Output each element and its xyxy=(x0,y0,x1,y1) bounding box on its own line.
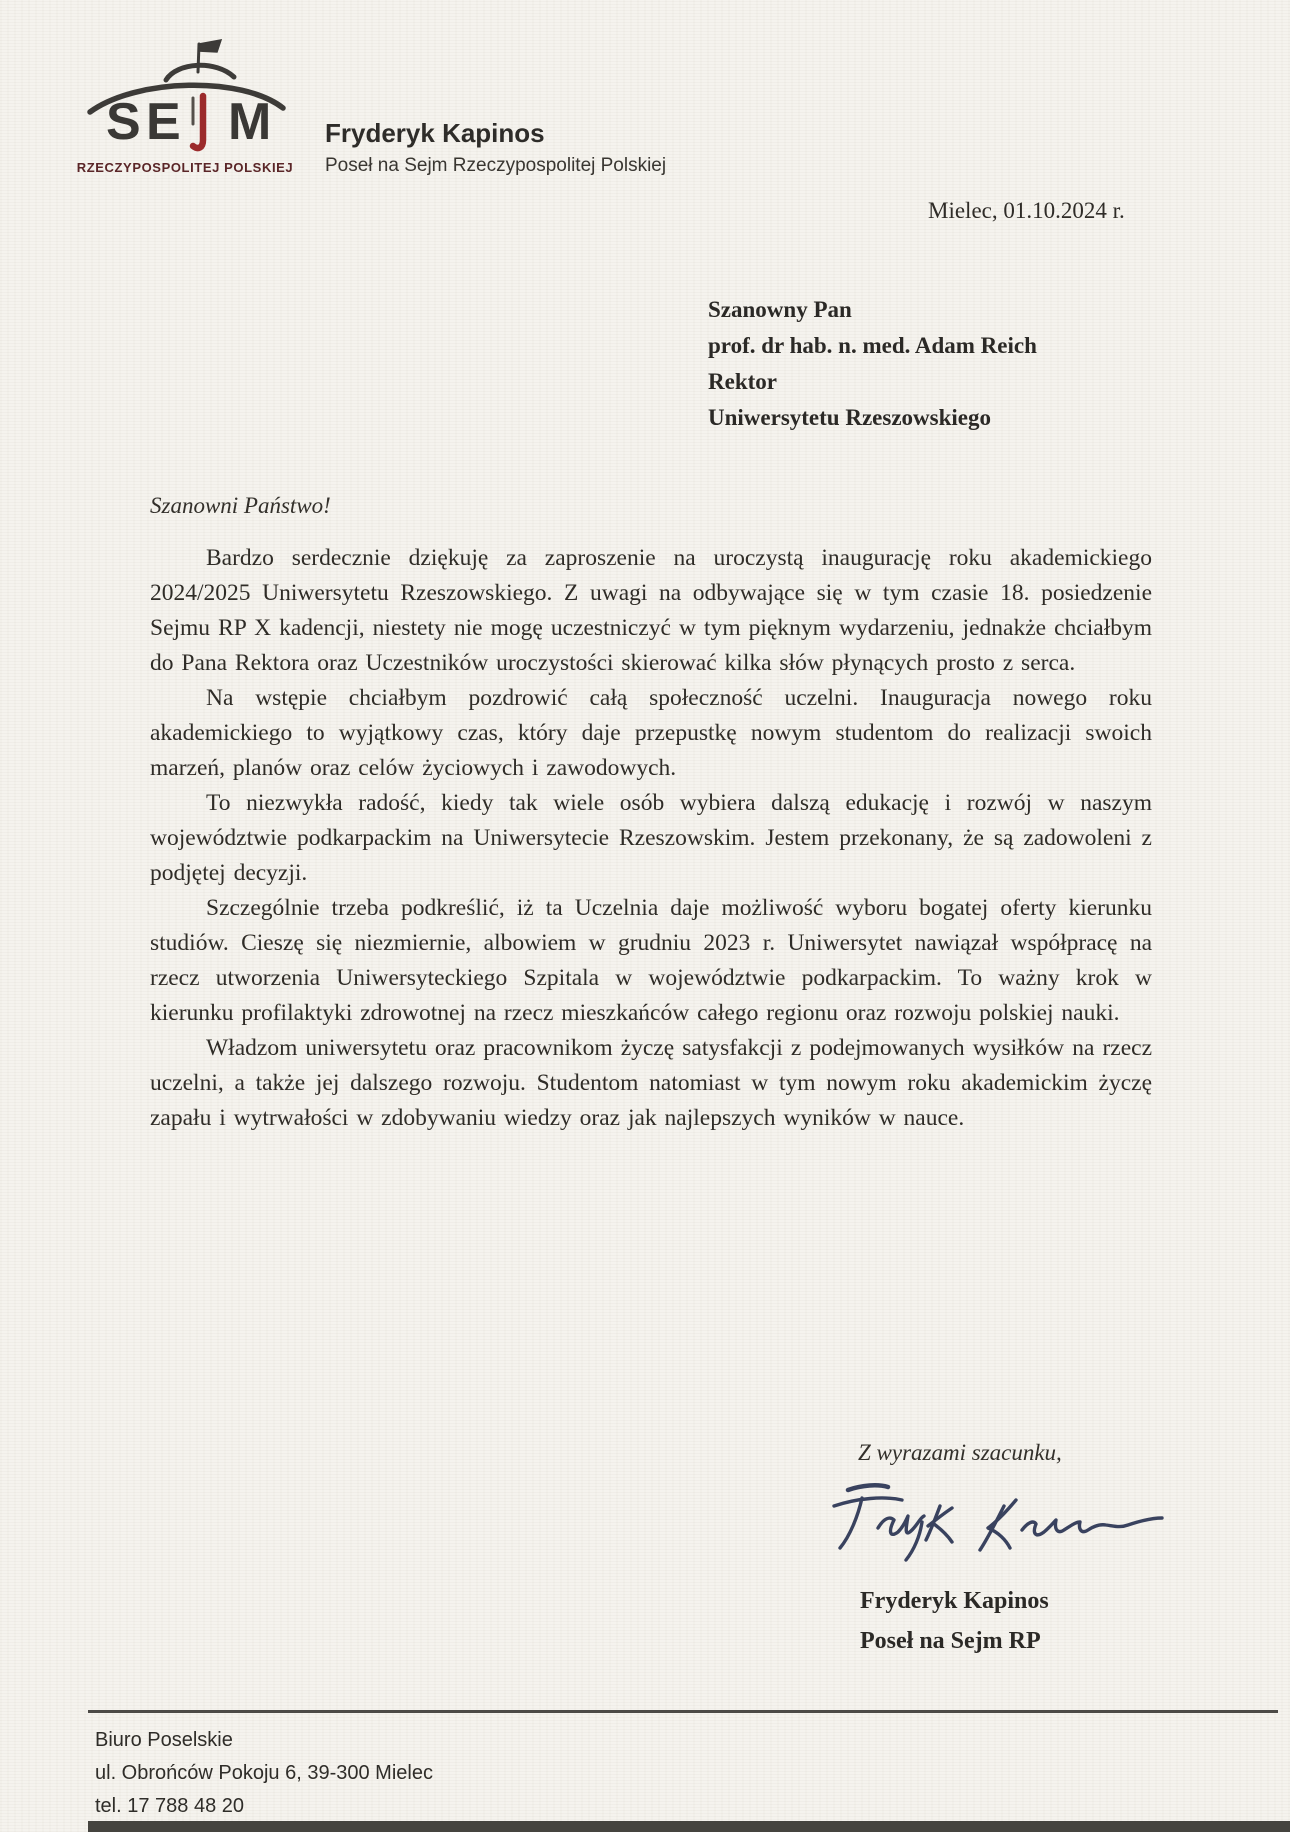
scan-artifact-bottom xyxy=(88,1821,1290,1832)
logo-letter-s: S xyxy=(106,93,141,151)
footer-phone: tel. 17 788 48 20 xyxy=(95,1795,245,1817)
footer-address: ul. Obrońców Pokoju 6, 39-300 Mielec xyxy=(95,1762,433,1784)
recipient-line: Uniwersytetu Rzeszowskiego xyxy=(708,405,991,430)
handwritten-signature xyxy=(822,1478,1172,1578)
footer-divider xyxy=(88,1710,1278,1713)
sender-title: Poseł na Sejm Rzeczypospolitej Polskiej xyxy=(325,155,667,176)
letter-body xyxy=(150,541,1152,1136)
salutation: Szanowni Państwo! xyxy=(150,493,331,518)
body-paragraph: Bardzo serdecznie dziękuję za zaproszenie na uroczystą inaugurację roku akademickiego 2024/2025 Uniwersytetu Rzeszowskiego. Z uwagi na odbywające się w tym czasie 18. posiedzenie Sejmu RP X kadencji, niestety nie mogę uczestniczyć w tym pięknym wydarzeniu, jednakże chciałbym do Pana Rektora oraz Uczestników uroczystości skierować kilka słów płynących prosto z serca. xyxy=(150,545,1152,676)
body-paragraph: To niezwykła radość, kiedy tak wiele osób wybiera dalszą edukację i rozwój w naszym województwie podkarpackim na Uniwersytecie Rzeszowskim. Jestem przekonany, że są zadowoleni z podjętej decyzji. xyxy=(150,790,1152,886)
sender-name: Fryderyk Kapinos xyxy=(325,118,545,148)
footer-contact-block xyxy=(95,1724,433,1823)
recipient-line: prof. dr hab. n. med. Adam Reich xyxy=(708,333,1037,358)
logo-letter-j-red xyxy=(193,96,203,148)
body-paragraph: Na wstępie chciałbym pozdrowić całą społeczność uczelni. Inauguracja nowego roku akademickiego to wyjątkowy czas, który daje przepustkę nowym studentom do realizacji swoich marzeń, planów oraz celów życiowych i zawodowych. xyxy=(150,685,1152,781)
logo-letter-e: E xyxy=(146,93,181,151)
sejm-dome-icon xyxy=(82,38,292,163)
recipient-line: Szanowny Pan xyxy=(708,297,852,322)
footer-office: Biuro Poselskie xyxy=(95,1729,233,1751)
logo-letter-m: M xyxy=(228,93,272,151)
logo-subtitle: RZECZYPOSPOLITEJ POLSKIEJ xyxy=(76,160,294,175)
valediction: Z wyrazami szacunku, xyxy=(858,1440,1062,1465)
recipient-line: Rektor xyxy=(708,369,777,394)
recipient-block xyxy=(708,292,1037,436)
signature-typed-title: Poseł na Sejm RP xyxy=(860,1628,1041,1654)
signature-typed-name: Fryderyk Kapinos xyxy=(860,1588,1049,1614)
body-paragraph: Władzom uniwersytetu oraz pracownikom życzę satysfakcji z podejmowanych wysiłków na rzecz uczelni, a także jej dalszego rozwoju. Studentom natomiast w tym nowym roku akademickim życzę zapału i wytrwałości w zdobywaniu wiedzy oraz jak najlepszych wyników w nauce. xyxy=(150,1035,1152,1131)
body-paragraph: Szczególnie trzeba podkreślić, iż ta Uczelnia daje możliwość wyboru bogatej oferty kierunku studiów. Cieszę się niezmiernie, albowiem w grudniu 2023 r. Uniwersytet nawiązał współpracę na rzecz utworzenia Uniwersyteckiego Szpitala w województwie podkarpackim. To ważny krok w kierunku profilaktyki zdrowotnej na rzecz mieszkańców całego regionu oraz rozwoju polskiej nauki. xyxy=(150,895,1152,1026)
dateline: Mielec, 01.10.2024 r. xyxy=(928,198,1125,223)
